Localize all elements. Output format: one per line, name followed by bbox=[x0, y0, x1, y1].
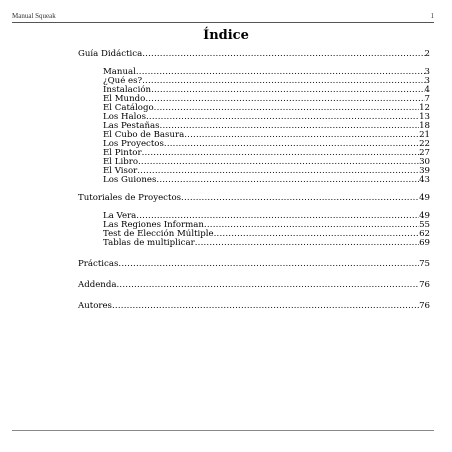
toc-item-label: Los Halos bbox=[103, 112, 146, 122]
toc-leader bbox=[195, 238, 419, 248]
toc-leader bbox=[118, 259, 419, 269]
toc-page-number: 22 bbox=[419, 139, 430, 149]
toc-item-label: El Mundo bbox=[103, 94, 146, 104]
toc-item[interactable] bbox=[103, 175, 430, 185]
header-title: Manual Squeak bbox=[12, 12, 56, 20]
toc-item-label: Tablas de multiplicar bbox=[103, 238, 195, 248]
toc-item-label: Instalación bbox=[103, 85, 152, 95]
toc-item-label: Test de Elección Múltiple bbox=[103, 229, 214, 239]
toc-item-label: El Visor bbox=[103, 166, 138, 176]
toc-item-label: ¿Qué es? bbox=[103, 76, 143, 86]
toc-leader bbox=[181, 193, 419, 203]
toc-item-label: El Libro bbox=[103, 157, 138, 167]
toc-leader bbox=[116, 280, 419, 290]
toc-item-label: Las Regiones Informan bbox=[103, 220, 204, 230]
toc-section-label: Guía Didáctica bbox=[78, 49, 143, 59]
toc-page-number: 76 bbox=[419, 280, 430, 290]
toc-page-number: 49 bbox=[419, 193, 430, 203]
toc-item-label: El Cubo de Basura bbox=[103, 130, 185, 140]
toc-page-number: 21 bbox=[419, 130, 430, 140]
toc-section[interactable] bbox=[78, 301, 430, 311]
toc-item[interactable] bbox=[103, 238, 430, 248]
toc-page-number: 76 bbox=[419, 301, 430, 311]
toc-page-number: 3 bbox=[424, 76, 430, 86]
toc-section[interactable] bbox=[78, 280, 430, 290]
toc-leader bbox=[142, 49, 424, 59]
toc-item-label: Las Pestañas bbox=[103, 121, 160, 131]
toc-page-number: 30 bbox=[419, 157, 430, 167]
toc-page-number: 27 bbox=[419, 148, 430, 158]
toc-item-label: El Pintor bbox=[103, 148, 142, 158]
toc-section-label: Addenda bbox=[78, 280, 117, 290]
toc-page-number: 13 bbox=[419, 112, 430, 122]
toc-section[interactable] bbox=[78, 259, 430, 269]
toc-item-label: La Vera bbox=[103, 211, 137, 221]
toc-page-number: 62 bbox=[419, 229, 430, 239]
toc-page-number: 4 bbox=[424, 85, 430, 95]
toc-section[interactable] bbox=[78, 49, 430, 59]
toc-page-number: 7 bbox=[424, 94, 430, 104]
toc-page-number: 39 bbox=[419, 166, 430, 176]
header-page-number: 1 bbox=[430, 12, 434, 20]
toc-section[interactable] bbox=[78, 193, 430, 203]
toc-leader bbox=[112, 301, 419, 311]
toc-item-label: Los Proyectos bbox=[103, 139, 164, 149]
toc-page-number: 2 bbox=[424, 49, 430, 59]
toc-page-number: 3 bbox=[424, 67, 430, 77]
toc-section-label: Prácticas bbox=[78, 259, 119, 269]
running-header bbox=[12, 8, 434, 23]
toc-page-number: 18 bbox=[419, 121, 430, 131]
toc-section-label: Tutoriales de Proyectos bbox=[78, 193, 182, 203]
footer-rule bbox=[12, 430, 434, 431]
toc-page-number: 49 bbox=[419, 211, 430, 221]
toc-page-number: 12 bbox=[419, 103, 430, 113]
toc-page-number: 69 bbox=[419, 238, 430, 248]
page-title: Índice bbox=[203, 28, 249, 43]
toc-leader bbox=[156, 175, 419, 185]
toc-section-label: Autores bbox=[78, 301, 112, 311]
toc-page-number: 43 bbox=[419, 175, 430, 185]
toc-item-label: Manual bbox=[103, 67, 136, 77]
toc-item-label: El Catálogo bbox=[103, 103, 154, 113]
toc-page-number: 75 bbox=[419, 259, 430, 269]
toc-page-number: 55 bbox=[419, 220, 430, 230]
toc-item-label: Los Guiones bbox=[103, 175, 157, 185]
